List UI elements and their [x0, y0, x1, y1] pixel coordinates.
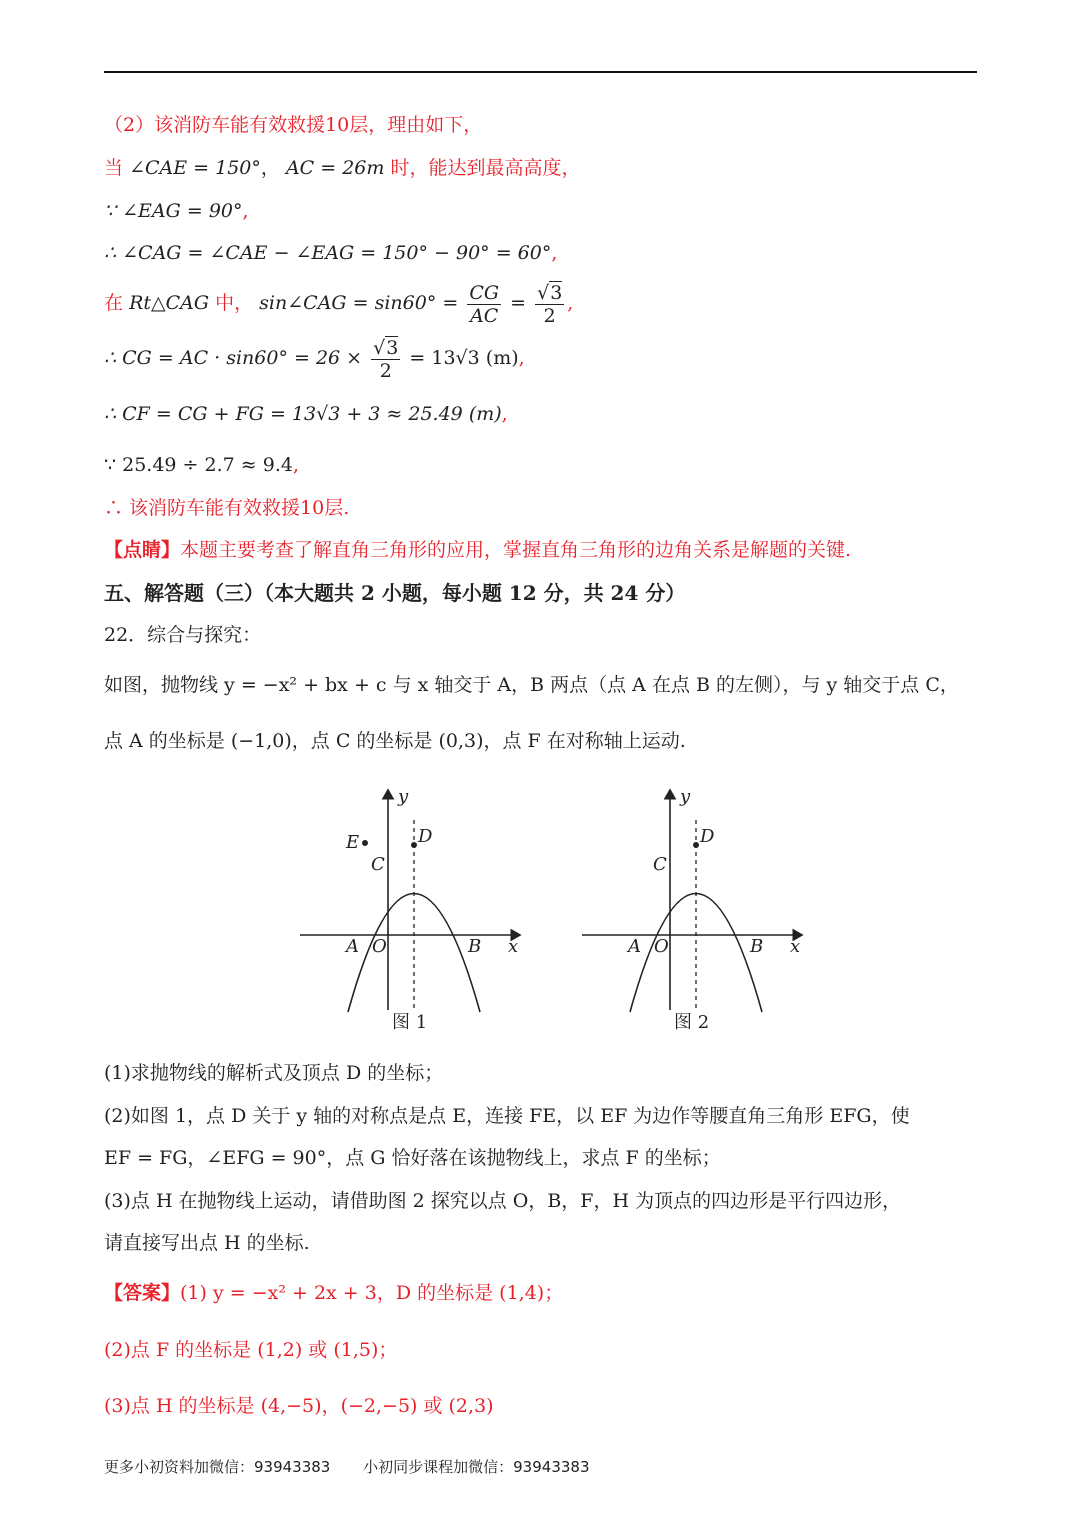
frac-den: AC — [470, 304, 499, 327]
cg-line — [104, 335, 525, 382]
comma: , — [551, 242, 558, 264]
comma: , — [567, 292, 574, 314]
label-c: C — [653, 854, 667, 875]
problem-stem-2: 点 A 的坐标是 (−1,0)，点 C 的坐标是 (0,3)，点 F 在对称轴上运动. — [104, 730, 686, 752]
comma: , — [518, 347, 525, 369]
label-x: x — [508, 936, 519, 957]
header-rule — [104, 71, 977, 73]
because-eag-line — [104, 198, 249, 224]
point-e — [362, 840, 368, 846]
frac-num: CG — [469, 281, 500, 304]
label-x: x — [790, 936, 801, 957]
figure-1-caption: 图 1 — [392, 1012, 428, 1033]
answer-1: (1) y = −x² + 2x + 3，D 的坐标是 (1,4)； — [180, 1282, 564, 1304]
comma: , — [292, 454, 299, 476]
frac-den: 2 — [543, 304, 556, 327]
because-eag: ∵ ∠EAG = 90° — [104, 200, 243, 222]
answer-1-line — [104, 1280, 563, 1306]
problem-number: 22．综合与探究： — [104, 624, 262, 646]
figure-1 — [290, 780, 530, 1040]
length-ac: AC = 26m — [285, 157, 385, 179]
conclusion: ∴ 该消防车能有效救援10层. — [104, 497, 350, 519]
cf-line — [104, 401, 508, 427]
question-3-line-2: 请直接写出点 H 的坐标. — [104, 1232, 310, 1254]
cg-calc: ∴ CG = AC · sin60° = 26 × — [104, 347, 363, 369]
point-d — [693, 842, 699, 848]
cf-calc: ∴ CF = CG + FG = 13√3 + 3 ≈ 25.49 (m) — [104, 403, 502, 425]
question-2-line-1: (2)如图 1，点 D 关于 y 轴的对称点是点 E，连接 FE，以 EF 为边作等腰直角三角形 EFG，使 — [104, 1105, 910, 1127]
solution-condition-line — [104, 155, 580, 181]
comment-tag: 【点睛】 — [104, 539, 181, 561]
figure-2 — [572, 780, 812, 1040]
frac-den: 2 — [379, 359, 392, 382]
label-d: D — [700, 826, 715, 847]
label-a: A — [346, 936, 359, 957]
page-footer — [104, 1456, 618, 1477]
question-2-line-2: EF = FG，∠EFG = 90°，点 G 恰好落在该抛物线上，求点 F 的坐标； — [104, 1147, 721, 1169]
division-calc: ∵ 25.49 ÷ 2.7 ≈ 9.4 — [104, 454, 293, 476]
fraction-sqrt3-2b: $\frac{√3}{2}$ — [373, 336, 399, 382]
solution-intro: （2）该消防车能有效救援10层，理由如下， — [104, 114, 483, 136]
text-when: 当 — [104, 157, 124, 179]
question-3-line-1: (3)点 H 在抛物线上运动，请借助图 2 探究以点 O，B，F，H 为顶点的四边形是平行四边形， — [104, 1190, 902, 1212]
label-e: E — [346, 832, 360, 853]
cg-result: = 13√3 (m) — [409, 347, 519, 369]
answer-3: (3)点 H 的坐标是 (4,−5)，(−2,−5) 或 (2,3) — [104, 1395, 494, 1417]
sin-cag: sin∠CAG = sin60° = — [259, 292, 459, 314]
problem-stem-1: 如图，抛物线 y = −x² + bx + c 与 x 轴交于 A，B 两点（点 A 在点 B 的左侧），与 y 轴交于点 C， — [104, 674, 959, 696]
label-y: y — [398, 786, 409, 807]
label-a: A — [628, 936, 641, 957]
figure-2-caption: 图 2 — [674, 1012, 710, 1033]
answer-2: (2)点 F 的坐标是 (1,2) 或 (1,5)； — [104, 1339, 398, 1361]
division-line — [104, 452, 299, 478]
therefore-cag: ∴ ∠CAG = ∠CAE − ∠EAG = 150° − 90° = 60° — [104, 242, 552, 264]
label-y: y — [680, 786, 691, 807]
label-c: C — [371, 854, 385, 875]
label-d: D — [418, 826, 433, 847]
label-b: B — [468, 936, 482, 957]
therefore-cag-line — [104, 240, 557, 266]
label-b: B — [750, 936, 764, 957]
label-o: O — [654, 936, 669, 957]
fraction-cg-ac — [467, 282, 501, 327]
text-in-end: 中， — [215, 292, 254, 314]
label-o: O — [372, 936, 387, 957]
footer-right: 小初同步课程加微信：93943383 — [363, 1458, 590, 1476]
comma: ， — [260, 157, 280, 179]
sin-cag-line: 在 Rt△CAG 中， sin∠CAG = sin60° = $\frac{CG}{AC}$ = $\frac{√3}{2}$ , — [104, 281, 574, 327]
section-title: 五、解答题（三）（本大题共 2 小题，每小题 12 分，共 24 分） — [104, 581, 686, 605]
footer-left: 更多小初资料加微信：93943383 — [104, 1458, 331, 1476]
text-in: 在 — [104, 292, 124, 314]
answer-tag: 【答案】 — [104, 1282, 181, 1304]
comment-text: 本题主要考查了解直角三角形的应用，掌握直角三角形的边角关系是解题的关键. — [180, 539, 852, 561]
text-max-height: 时，能达到最高高度， — [390, 157, 581, 179]
triangle-cag: Rt△CAG — [129, 292, 210, 314]
fraction-sqrt3-2: $\frac{√3}{2}$ — [537, 281, 563, 327]
point-d — [411, 842, 417, 848]
comma: , — [242, 200, 249, 222]
sqrt-value: 3 — [386, 336, 399, 359]
angle-cae: ∠CAE = 150° — [129, 157, 261, 179]
comma: , — [501, 403, 508, 425]
comment-line — [104, 537, 851, 563]
question-1: (1)求抛物线的解析式及顶点 D 的坐标； — [104, 1062, 444, 1084]
sqrt-value: 3 — [550, 281, 563, 304]
